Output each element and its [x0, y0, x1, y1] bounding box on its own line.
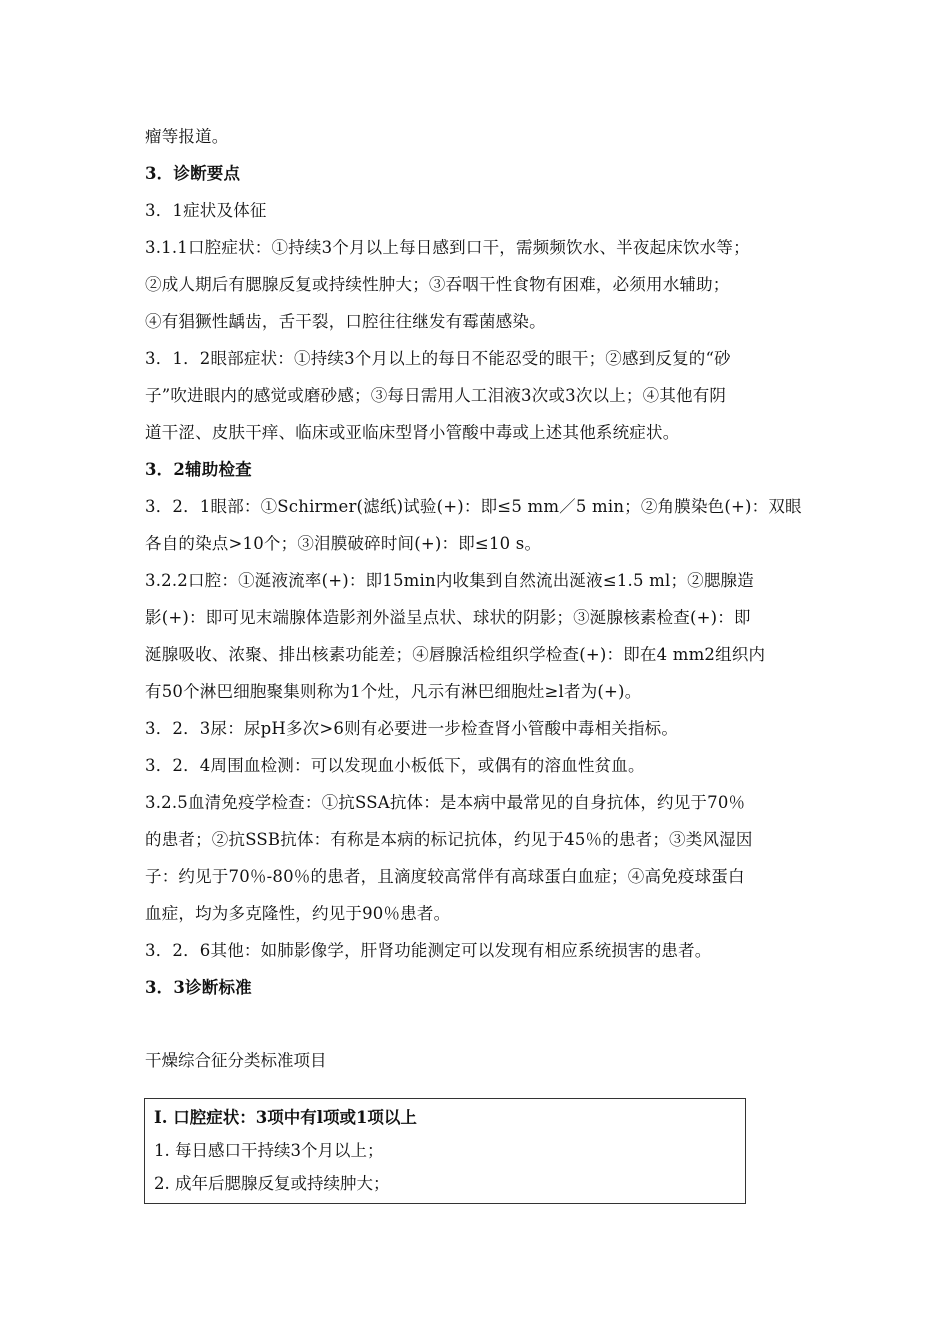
text-line: 涎腺吸收、浓聚、排出核素功能差；④唇腺活检组织学检查(+)：即在4 mm2组织内 — [145, 645, 766, 664]
text-line: 子：约见于70％-80％的患者，且滴度较高常伴有高球蛋白血症；④高免疫球蛋白 — [145, 867, 745, 886]
text-line: ④有猖獗性龋齿，舌干裂，口腔往往继发有霉菌感染。 — [145, 312, 546, 331]
text-line: 道干涩、皮肤干痒、临床或亚临床型肾小管酸中毒或上述其他系统症状。 — [145, 423, 680, 442]
document-body — [145, 118, 810, 1079]
text-line: 子”吹进眼内的感觉或磨砂感；③每日需用人工泪液3次或3次以上；④其他有阴 — [145, 386, 727, 405]
text-line: 3.2.2口腔：①涎液流率(+)：即15min内收集到自然流出涎液≤1.5 ml；②腮腺造 — [145, 571, 754, 590]
spacer — [145, 1006, 810, 1042]
text-line: 3.2.5血清免疫学检查：①抗SSA抗体：是本病中最常见的自身抗体，约见于70％ — [145, 793, 746, 812]
criteria-table — [144, 1098, 746, 1204]
table-caption: 干燥综合征分类标准项目 — [145, 1051, 327, 1070]
section-heading: 3．3诊断标准 — [145, 978, 252, 997]
text-line: 血症，均为多克隆性，约见于90％患者。 — [145, 904, 451, 923]
paragraph-list — [145, 118, 810, 1006]
text-line: 的患者；②抗SSB抗体：有称是本病的标记抗体，约见于45％的患者；③类风湿因 — [145, 830, 753, 849]
section-heading: 3．2辅助检查 — [145, 460, 252, 479]
table-header-row: I. 口腔症状：3项中有l项或1项以上 — [154, 1108, 417, 1127]
text-line: 3．1．2眼部症状：①持续3个月以上的每日不能忍受的眼干；②感到反复的“砂 — [145, 349, 731, 368]
text-line: 3．2．4周围血检测：可以发现血小板低下，或偶有的溶血性贫血。 — [145, 756, 645, 775]
table-row: 2. 成年后腮腺反复或持续肿大； — [154, 1174, 390, 1193]
table-row: 1. 每日感口干持续3个月以上； — [154, 1141, 384, 1160]
text-line: ②成人期后有腮腺反复或持续性肿大；③吞咽干性食物有困难，必须用水辅助； — [145, 275, 730, 294]
text-line: 瘤等报道。 — [145, 127, 229, 146]
text-line: 影(+)：即可见末端腺体造影剂外溢呈点状、球状的阴影；③涎腺核素检查(+)：即 — [145, 608, 751, 627]
text-line: 3．1症状及体征 — [145, 201, 267, 220]
text-line: 3．2．3尿：尿pH多次>6则有必要进一步检查肾小管酸中毒相关指标。 — [145, 719, 679, 738]
text-line: 各自的染点>10个；③泪膜破碎时间(+)：即≤10 s。 — [145, 534, 542, 553]
text-line: 3．2．6其他：如肺影像学，肝肾功能测定可以发现有相应系统损害的患者。 — [145, 941, 712, 960]
section-heading: 3．诊断要点 — [145, 164, 241, 183]
text-line: 3.1.1口腔症状：①持续3个月以上每日感到口干，需频频饮水、半夜起床饮水等； — [145, 238, 750, 257]
text-line: 3．2．1眼部：①Schirmer(滤纸)试验(+)：即≤5 mm／5 min；②角膜染色(+)：双眼 — [145, 497, 802, 516]
text-line: 有50个淋巴细胞聚集则称为1个灶，凡示有淋巴细胞灶≥l者为(+)。 — [145, 682, 642, 701]
